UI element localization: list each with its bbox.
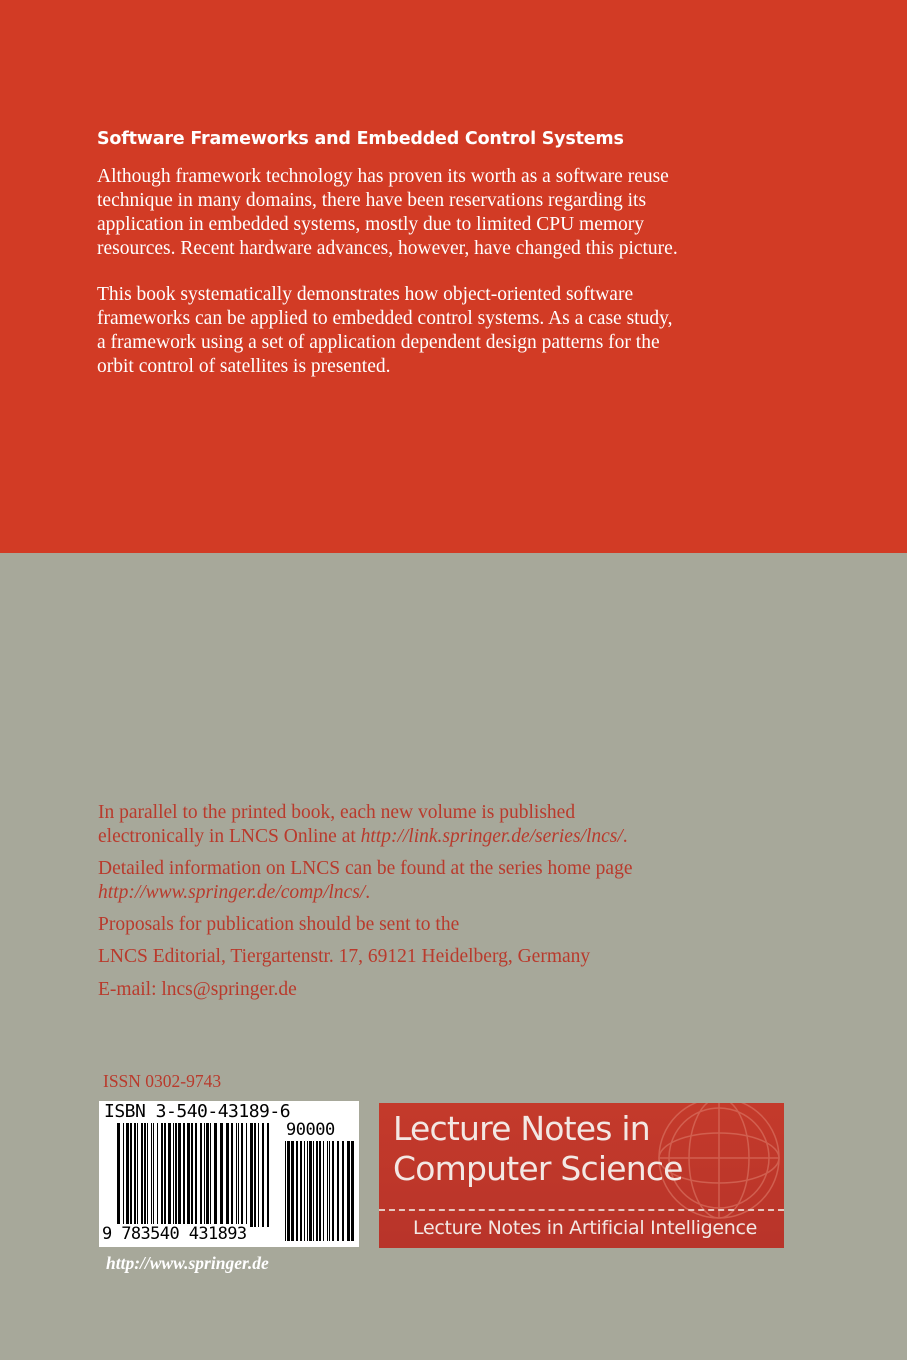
- barcode-bar: [123, 1123, 124, 1227]
- barcode-bar: [126, 1123, 129, 1227]
- issn-number: ISSN 0302-9743: [103, 1071, 222, 1091]
- barcode-bar: [307, 1141, 308, 1241]
- back-cover-heading: Software Frameworks and Embedded Control Systems: [97, 129, 624, 149]
- barcode-bar: [117, 1123, 120, 1227]
- paragraph-line: a framework using a set of application dependent design patterns for the: [97, 332, 660, 353]
- barcode-bar: [304, 1141, 305, 1241]
- barcode-bar: [236, 1123, 237, 1227]
- barcode-bar: [204, 1123, 205, 1227]
- barcode-bar: [226, 1123, 229, 1227]
- barcode-bar: [173, 1123, 174, 1227]
- barcode-addon-digits: 90000: [286, 1120, 335, 1140]
- barcode-bar: [342, 1141, 344, 1241]
- barcode-bar: [241, 1123, 243, 1227]
- barcode-bar: [267, 1123, 269, 1227]
- barcode-bar: [319, 1141, 321, 1241]
- description-paragraph-1: [97, 165, 755, 261]
- barcode-bar: [351, 1141, 354, 1241]
- barcode-bar: [134, 1123, 136, 1227]
- barcode-bar: [195, 1123, 197, 1227]
- dashed-divider: [379, 1209, 784, 1211]
- barcode-bar: [206, 1123, 209, 1227]
- lncs-series-info: [98, 857, 632, 905]
- top-red-panel: [0, 0, 907, 553]
- paragraph-line: application in embedded systems, mostly due to limited CPU memory: [97, 214, 645, 235]
- barcode-bar: [214, 1123, 217, 1227]
- barcode-bar: [287, 1141, 290, 1241]
- barcode-bar: [168, 1123, 171, 1227]
- barcode-bar: [250, 1123, 253, 1227]
- paragraph-line: orbit control of satellites is presented.: [97, 356, 391, 377]
- barcode-bar: [323, 1141, 324, 1241]
- barcode-bar: [313, 1141, 314, 1241]
- logo-title-line: Lecture Notes in: [393, 1109, 650, 1148]
- barcode-bar: [309, 1141, 312, 1241]
- paragraph-line: This book systematically demonstrates how object-oriented software: [97, 284, 634, 305]
- info-line: In parallel to the printed book, each new volume is published: [98, 802, 576, 823]
- lncs-logo: [379, 1103, 784, 1248]
- barcode-bar: [210, 1123, 211, 1227]
- barcode-bar: [337, 1141, 339, 1241]
- info-line: electronically in LNCS Online at http://link.springer.de/series/lncs/.: [98, 826, 628, 847]
- barcode-bar: [231, 1123, 233, 1227]
- barcode-bar: [144, 1123, 146, 1227]
- barcode-bar: [191, 1123, 193, 1227]
- barcode-bar: [130, 1123, 132, 1227]
- isbn-barcode: [99, 1101, 359, 1247]
- barcode-bar: [147, 1123, 148, 1227]
- barcode-bar: [300, 1141, 302, 1241]
- lncs-online-info: [98, 801, 628, 849]
- barcode-bar: [329, 1141, 330, 1241]
- barcode-bar: [187, 1123, 190, 1227]
- lncs-online-link[interactable]: http://link.springer.de/series/lncs/: [360, 826, 623, 847]
- barcode-bar: [141, 1123, 143, 1227]
- paragraph-line: technique in many domains, there have been reservations regarding its: [97, 190, 647, 211]
- barcode-bar: [238, 1123, 239, 1227]
- isbn-text: ISBN 3-540-43189-6: [104, 1101, 291, 1122]
- logo-subtitle: Lecture Notes in Artificial Intelligence: [413, 1217, 758, 1239]
- barcode-bar: [161, 1123, 163, 1227]
- contact-email: E-mail: lncs@springer.de: [98, 979, 297, 1000]
- barcode-bar: [316, 1141, 318, 1241]
- barcode-bar: [254, 1123, 256, 1227]
- paragraph-line: Although framework technology has proven its worth as a software reuse: [97, 166, 669, 187]
- barcode-bar: [178, 1123, 181, 1227]
- barcode-bar: [137, 1123, 138, 1227]
- logo-title-line: Computer Science: [393, 1149, 683, 1188]
- barcode-bar: [164, 1123, 166, 1227]
- info-line: http://www.springer.de/comp/lncs/.: [98, 882, 371, 903]
- barcode-bar: [200, 1123, 202, 1227]
- info-line: Detailed information on LNCS can be found at the series home page: [98, 858, 633, 879]
- barcode-bar: [262, 1123, 264, 1227]
- proposals-info: Proposals for publication should be sent to the: [98, 914, 460, 935]
- barcode-bar: [183, 1123, 185, 1227]
- barcode-bar: [258, 1123, 259, 1227]
- paragraph-line: resources. Recent hardware advances, however, have changed this picture.: [97, 238, 678, 259]
- editorial-address: LNCS Editorial, Tiergartenstr. 17, 69121 Heidelberg, Germany: [98, 946, 591, 967]
- barcode-bar: [291, 1141, 294, 1241]
- barcode-bar: [157, 1123, 158, 1227]
- barcode-bar: [220, 1123, 223, 1227]
- springer-url[interactable]: http://www.springer.de: [106, 1253, 269, 1273]
- barcode-bar: [153, 1123, 154, 1227]
- paragraph-line: frameworks can be applied to embedded control systems. As a case study,: [97, 308, 673, 329]
- barcode-bar: [296, 1141, 298, 1241]
- logo-title: [393, 1109, 683, 1189]
- lncs-home-link[interactable]: http://www.springer.de/comp/lncs/: [98, 882, 366, 903]
- barcode-bar: [327, 1141, 328, 1241]
- barcode-bar: [347, 1141, 350, 1241]
- description-paragraph-2: [97, 283, 755, 379]
- barcode-bar: [246, 1123, 247, 1227]
- ean-digits: 9 783540 431893: [102, 1224, 247, 1244]
- barcode-bar: [332, 1141, 334, 1241]
- barcode-bar: [175, 1123, 177, 1227]
- barcode-bar: [151, 1123, 152, 1227]
- barcode-bar: [285, 1141, 286, 1241]
